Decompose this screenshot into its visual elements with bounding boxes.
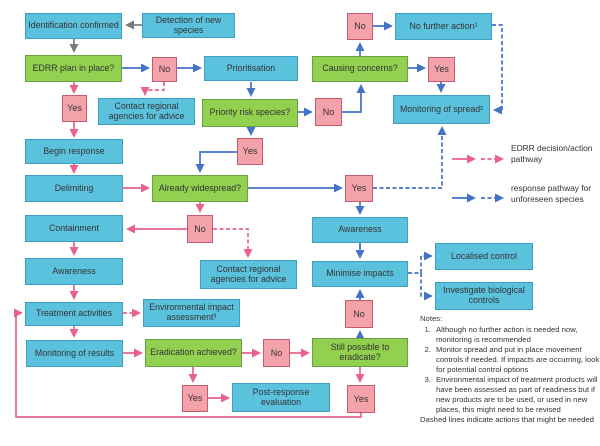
flow-arrow bbox=[145, 82, 164, 94]
node-contact-regional-advice-1: Contact regional agencies for advice bbox=[98, 98, 195, 125]
flow-arrow bbox=[213, 229, 248, 256]
node-delimiting: Delimiting bbox=[25, 175, 123, 202]
flow-arrow bbox=[421, 273, 431, 296]
node-minimise-impacts: Minimise impacts bbox=[312, 261, 408, 287]
legend-label-edrr-pathway: EDRR decision/action pathway bbox=[511, 143, 593, 165]
node-edrr-plan-in-place: EDRR plan in place? bbox=[25, 55, 122, 82]
node-no-edrr: No bbox=[152, 57, 177, 82]
node-already-widespread: Already widespread? bbox=[152, 175, 248, 202]
flow-arrow bbox=[200, 152, 237, 171]
node-yes-still-possible: Yes bbox=[347, 385, 375, 413]
node-awareness-2: Awareness bbox=[312, 217, 408, 243]
node-no-priority: No bbox=[315, 98, 342, 126]
node-containment: Containment bbox=[25, 215, 123, 242]
node-yes-eradication: Yes bbox=[182, 385, 208, 412]
note-item-3: 3. Environmental impact of treatment products will have been assessed as part of readiness but if new products are to be used, or used in new places, this might need to be revised bbox=[433, 375, 600, 415]
node-investigate-biological-controls: Investigate biological controls bbox=[435, 282, 533, 310]
flow-arrow bbox=[342, 86, 361, 112]
node-no-eradication: No bbox=[263, 339, 290, 367]
node-environmental-impact-assessment: Environmental impact assessment³ bbox=[143, 299, 240, 327]
flow-arrow bbox=[492, 25, 502, 110]
node-no-already-widespread: No bbox=[187, 215, 213, 243]
node-contact-regional-advice-2: Contact regional agencies for advice bbox=[200, 260, 297, 289]
node-treatment-activities: Treatment activities bbox=[25, 302, 123, 326]
node-yes-edrr: Yes bbox=[62, 95, 87, 122]
node-detection-of-new-species: Detection of new species bbox=[142, 13, 235, 38]
notes-footer: Dashed lines indicate actions that might be needed bbox=[420, 415, 594, 424]
note-item-2: 2. Monitor spread and put in place movement controls if needed. If impacts are occurring, look for potential control options bbox=[433, 345, 600, 375]
node-no-further-action: No further action¹ bbox=[395, 13, 492, 40]
node-yes-priority: Yes bbox=[237, 138, 263, 165]
node-begin-response: Begin response bbox=[25, 139, 123, 164]
node-identification-confirmed: Identification confirmed bbox=[25, 13, 122, 39]
node-causing-concerns: Causing concerns? bbox=[312, 56, 408, 82]
node-monitoring-of-spread: Monitoring of spread² bbox=[393, 95, 490, 124]
notes-title: Notes: bbox=[420, 314, 443, 323]
node-yes-causing: Yes bbox=[428, 57, 455, 82]
node-awareness-1: Awareness bbox=[25, 258, 123, 285]
node-yes-already-widespread: Yes bbox=[345, 175, 373, 202]
node-still-possible-to-eradicate: Still possible to eradicate? bbox=[312, 338, 408, 367]
notes-section bbox=[418, 314, 600, 425]
flow-arrow bbox=[373, 128, 442, 188]
node-priority-risk-species: Priority risk species? bbox=[202, 99, 298, 127]
node-no-causing: No bbox=[347, 13, 373, 40]
flow-arrow bbox=[408, 256, 431, 273]
note-item-1: 1. Although no further action is needed now, monitoring is recommended bbox=[433, 325, 600, 345]
node-eradication-achieved: Eradication achieved? bbox=[145, 339, 242, 367]
node-no-still-possible: No bbox=[345, 300, 373, 328]
node-monitoring-of-results: Monitoring of results bbox=[26, 340, 123, 367]
node-post-response-evaluation: Post-response evaluation bbox=[232, 383, 330, 412]
notes-list bbox=[418, 325, 600, 415]
node-prioritisation: Prioritisation bbox=[204, 56, 298, 81]
legend-label-unforeseen-pathway: response pathway for unforeseen species bbox=[511, 183, 592, 205]
node-localised-control: Localised control bbox=[435, 243, 533, 270]
